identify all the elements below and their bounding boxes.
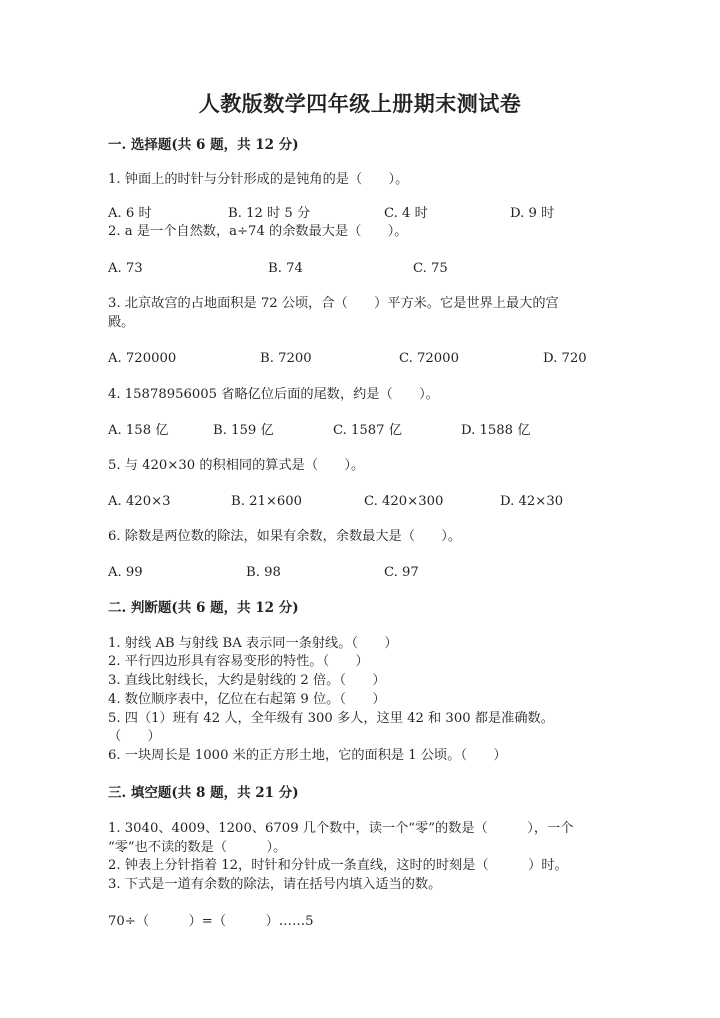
option-c: C. 75 [413, 261, 448, 276]
judgement-item: 5. 四（1）班有 42 人，全年级有 300 多人，这里 42 和 300 都是准确数。 [108, 711, 554, 726]
option-b: B. 98 [246, 565, 281, 580]
option-b: B. 7200 [260, 351, 312, 366]
option-b: B. 159 亿 [213, 423, 274, 438]
option-d: D. 42×30 [500, 494, 564, 509]
question-text: 6. 除数是两位数的除法，如果有余数，余数最大是（ ）。 [108, 529, 462, 544]
option-b: B. 12 时 5 分 [228, 206, 311, 221]
option-b: B. 74 [268, 261, 303, 276]
division-formula: 70÷（ ）=（ ）……5 [108, 914, 314, 929]
question-text: 5. 与 420×30 的积相同的算式是（ ）。 [108, 458, 365, 473]
option-d: D. 1588 亿 [461, 423, 531, 438]
section-heading-choice: 一. 选择题(共 6 题，共 12 分) [108, 137, 299, 153]
option-a: A. 420×3 [108, 494, 171, 509]
option-c: C. 1587 亿 [333, 423, 402, 438]
fill-blank-item-continued: “零”也不读的数是（ ）。 [108, 840, 287, 855]
option-d: D. 720 [543, 351, 587, 366]
judgement-item: 3. 直线比射线长，大约是射线的 2 倍。（ ） [108, 673, 386, 688]
judgement-item: 6. 一块周长是 1000 米的正方形土地，它的面积是 1 公顷。（ ） [108, 748, 507, 763]
judgement-item-continued: （ ） [108, 729, 161, 744]
page-title: 人教版数学四年级上册期末测试卷 [198, 91, 522, 116]
fill-blank-item: 3. 下式是一道有余数的除法，请在括号内填入适当的数。 [108, 877, 442, 892]
option-a: A. 158 亿 [108, 423, 169, 438]
question-text: 1. 钟面上的时针与分针形成的是钝角的是（ ）。 [108, 172, 409, 187]
judgement-item: 4. 数位顺序表中，亿位在右起第 9 位。（ ） [108, 692, 386, 707]
option-a: A. 6 时 [108, 206, 152, 221]
section-heading-judgement: 二. 判断题(共 6 题，共 12 分) [108, 600, 299, 616]
option-c: C. 4 时 [384, 206, 428, 221]
section-heading-fill-blank: 三. 填空题(共 8 题，共 21 分) [108, 785, 299, 801]
question-text: 2. a 是一个自然数，a÷74 的余数最大是（ ）。 [108, 224, 408, 239]
judgement-item: 2. 平行四边形具有容易变形的特性。（ ） [108, 654, 369, 669]
fill-blank-item: 1. 3040、4009、1200、6709 几个数中，读一个“零”的数是（ ），一个 [108, 821, 574, 836]
option-a: A. 99 [108, 565, 143, 580]
option-b: B. 21×600 [231, 494, 303, 509]
question-text-continued: 殿。 [108, 315, 135, 330]
option-c: C. 420×300 [364, 494, 444, 509]
question-text: 4. 15878956005 省略亿位后面的尾数，约是（ ）。 [108, 387, 439, 402]
fill-blank-item: 2. 钟表上分针指着 12，时针和分针成一条直线，这时的时刻是（ ）时。 [108, 858, 568, 873]
option-c: C. 97 [384, 565, 419, 580]
option-d: D. 9 时 [510, 206, 555, 221]
option-a: A. 73 [108, 261, 143, 276]
question-text: 3. 北京故宫的占地面积是 72 公顷，合（ ）平方米。它是世界上最大的宫 [108, 296, 559, 311]
option-a: A. 720000 [108, 351, 177, 366]
option-c: C. 72000 [399, 351, 459, 366]
judgement-item: 1. 射线 AB 与射线 BA 表示同一条射线。（ ） [108, 636, 398, 651]
